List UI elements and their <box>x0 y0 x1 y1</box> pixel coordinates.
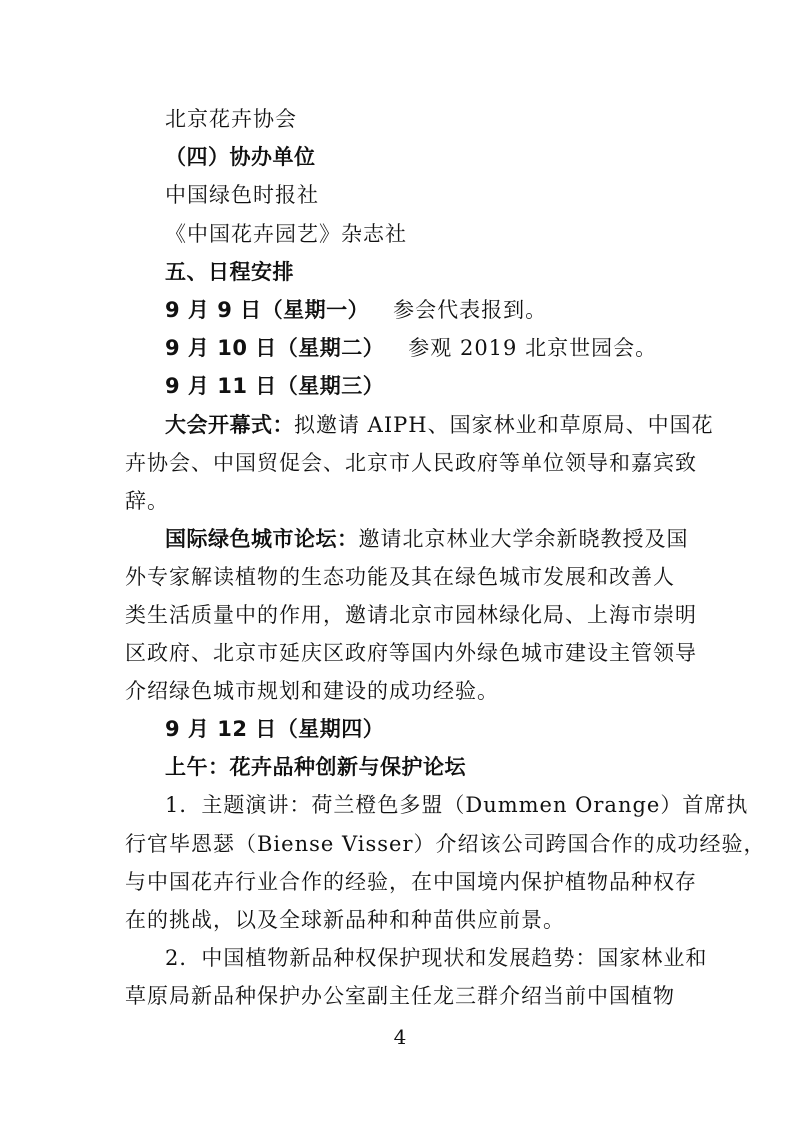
co-organizer-heading: （四）协办单位 <box>165 145 316 169</box>
item-1-line-3: 与中国花卉行业合作的经验，在中国境内保护植物品种权存 <box>125 870 697 894</box>
item-1-line-1: 1．主题演讲：荷兰橙色多盟（Dummen Orange）首席执 <box>165 793 749 817</box>
day-2-desc: 参观 2019 北京世园会。 <box>408 336 658 360</box>
forum-line-1 <box>165 524 705 554</box>
schedule-day-1 <box>165 295 705 325</box>
morning-forum-heading: 上午：花卉品种创新与保护论坛 <box>165 755 466 779</box>
day-1-date: 9 月 9 日（星期一） <box>165 298 370 322</box>
schedule-heading: 五、日程安排 <box>165 260 294 284</box>
day-4-date: 9 月 12 日（星期四） <box>165 717 385 741</box>
item-1-line-4: 在的挑战，以及全球新品种和种苗供应前景。 <box>125 908 565 932</box>
opening-text-1: 拟邀请 AIPH、国家林业和草原局、中国花 <box>294 413 714 437</box>
day-2-date: 9 月 10 日（星期二） <box>165 336 385 360</box>
opening-label: 大会开幕式： <box>165 413 294 437</box>
opening-line-1 <box>165 410 714 440</box>
page-number: 4 <box>393 1025 407 1049</box>
day-3-date: 9 月 11 日（星期三） <box>165 374 385 398</box>
day-1-desc: 参会代表报到。 <box>393 298 548 322</box>
opening-line-3: 辞。 <box>125 489 169 513</box>
schedule-day-2 <box>165 333 705 363</box>
co-organizer-1: 中国绿色时报社 <box>165 183 319 207</box>
item-2-line-1: 2．中国植物新品种权保护现状和发展趋势：国家林业和 <box>165 946 708 970</box>
item-2-line-2: 草原局新品种保护办公室副主任龙三群介绍当前中国植物 <box>125 984 675 1008</box>
forum-line-5: 介绍绿色城市规划和建设的成功经验。 <box>125 679 499 703</box>
item-1-line-2: 行官毕恩瑟（Biense Visser）介绍该公司跨国合作的成功经验， <box>125 832 766 856</box>
organizer-line: 北京花卉协会 <box>165 107 297 131</box>
forum-label: 国际绿色城市论坛： <box>165 527 359 551</box>
forum-line-4: 区政府、北京市延庆区政府等国内外绿色城市建设主管领导 <box>125 641 697 665</box>
opening-line-2: 卉协会、中国贸促会、北京市人民政府等单位领导和嘉宾致 <box>125 451 697 475</box>
forum-line-3: 类生活质量中的作用，邀请北京市园林绿化局、上海市崇明 <box>125 603 697 627</box>
forum-line-2: 外专家解读植物的生态功能及其在绿色城市发展和改善人 <box>125 565 675 589</box>
forum-text-1: 邀请北京林业大学余新晓教授及国 <box>358 527 689 551</box>
co-organizer-2: 《中国花卉园艺》杂志社 <box>165 222 407 246</box>
